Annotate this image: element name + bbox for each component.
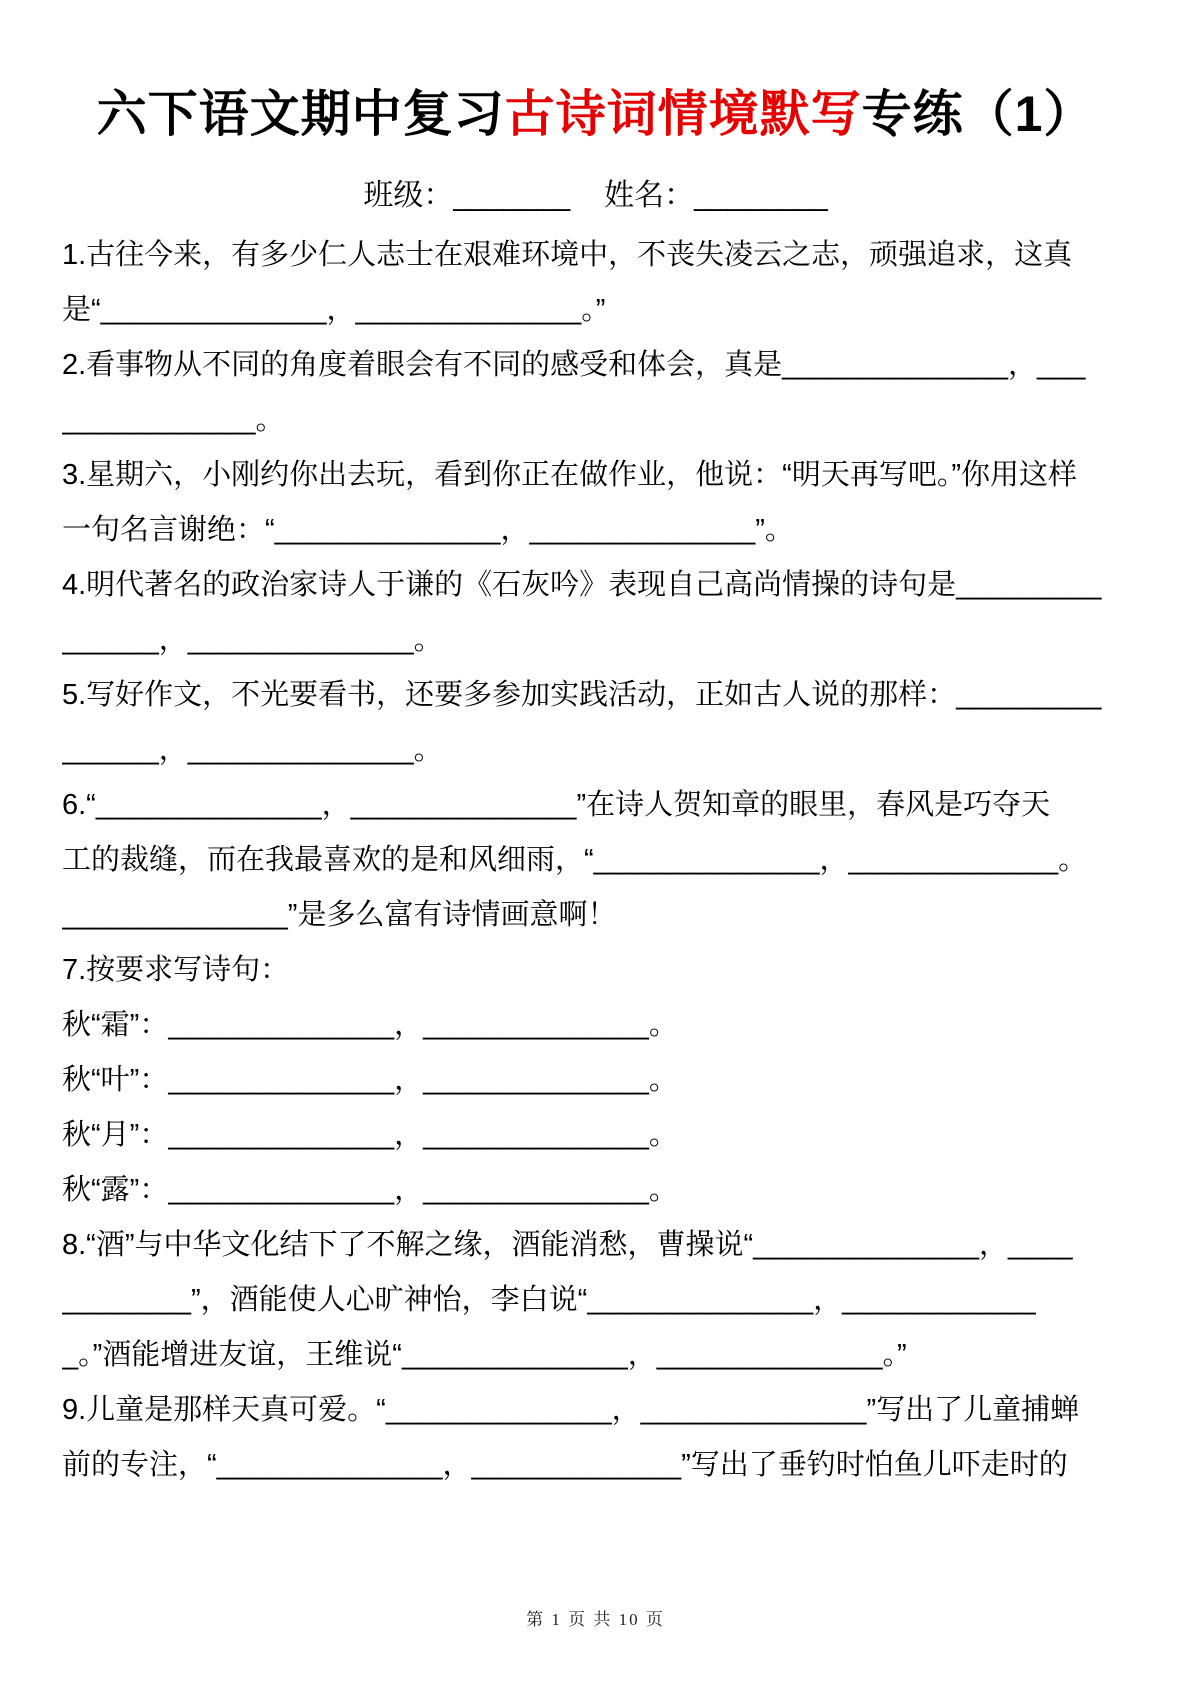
title-segment-left: 六下语文期中复习 <box>96 86 505 142</box>
page-number-text: 第 1 页 共 10 页 <box>526 1610 665 1629</box>
worksheet-line: 2.看事物从不同的角度着眼会有不同的感受和体会，真是______________，___ <box>62 349 1086 381</box>
name-label: 姓名： <box>604 179 695 212</box>
worksheet-line: 工的裁缝，而在我最喜欢的是和风细雨，“______________，_____________。 <box>62 844 1088 876</box>
worksheet-line: ______，______________。 <box>62 734 443 766</box>
worksheet-content <box>0 74 1191 1493</box>
worksheet-line: 8.“酒”与中华文化结下了不解之缘，酒能消愁，曹操说“______________，____ <box>62 1229 1073 1261</box>
worksheet-line: ____________。 <box>62 404 285 436</box>
question-lines <box>62 228 1129 1493</box>
worksheet-line: 1.古往今来，有多少仁人志士在艰难环境中，不丧失凌云之志，顽强追求，这真 <box>62 239 1073 271</box>
worksheet-line: 3.星期六，小刚约你出去玩，看到你正在做作业，他说：“明天再写吧。”你用这样 <box>62 459 1078 491</box>
worksheet-line: 5.写好作文，不光要看书，还要多参加实践活动，正如古人说的那样：_________ <box>62 679 1102 711</box>
title-segment-highlight: 古诗词情境默写 <box>504 86 862 142</box>
worksheet-line: 秋“叶”：______________，______________。 <box>62 1064 678 1096</box>
page-footer <box>0 1605 1191 1630</box>
worksheet-line: ______________”是多么富有诗情画意啊！ <box>62 899 617 931</box>
worksheet-line: 4.明代著名的政治家诗人于谦的《石灰吟》表现自己高尚情操的诗句是_________ <box>62 569 1102 601</box>
worksheet-line: 一句名言谢绝：“______________，______________”。 <box>62 514 794 546</box>
worksheet-line: 是“______________，______________。” <box>62 294 606 326</box>
title-segment-right: 专练（1） <box>861 86 1095 142</box>
worksheet-line: 秋“露”：______________，______________。 <box>62 1174 678 1206</box>
class-blank: _______ <box>453 179 571 212</box>
worksheet-line: 前的专注，“______________，_____________”写出了垂钓时怕鱼儿吓走时的 <box>62 1449 1068 1481</box>
page-title <box>62 74 1129 146</box>
worksheet-line: 秋“霜”：______________，______________。 <box>62 1009 678 1041</box>
worksheet-line: _。”酒能增进友谊，王维说“______________，______________。” <box>62 1339 907 1371</box>
worksheet-line: 6.“______________，______________”在诗人贺知章的眼里，春风是巧夺天 <box>62 789 1051 821</box>
class-name-row <box>62 170 1129 214</box>
worksheet-line: ________”，酒能使人心旷神怡，李白说“______________，____________ <box>62 1284 1036 1316</box>
name-blank: ________ <box>694 179 828 212</box>
worksheet-line: 秋“月”：______________，______________。 <box>62 1119 678 1151</box>
worksheet-line: 9.儿童是那样天真可爱。“______________，______________”写出了儿童捕蝉 <box>62 1394 1080 1426</box>
worksheet-line: 7.按要求写诗句： <box>62 954 290 986</box>
worksheet-line: ______，______________。 <box>62 624 443 656</box>
class-label: 班级： <box>363 179 454 212</box>
